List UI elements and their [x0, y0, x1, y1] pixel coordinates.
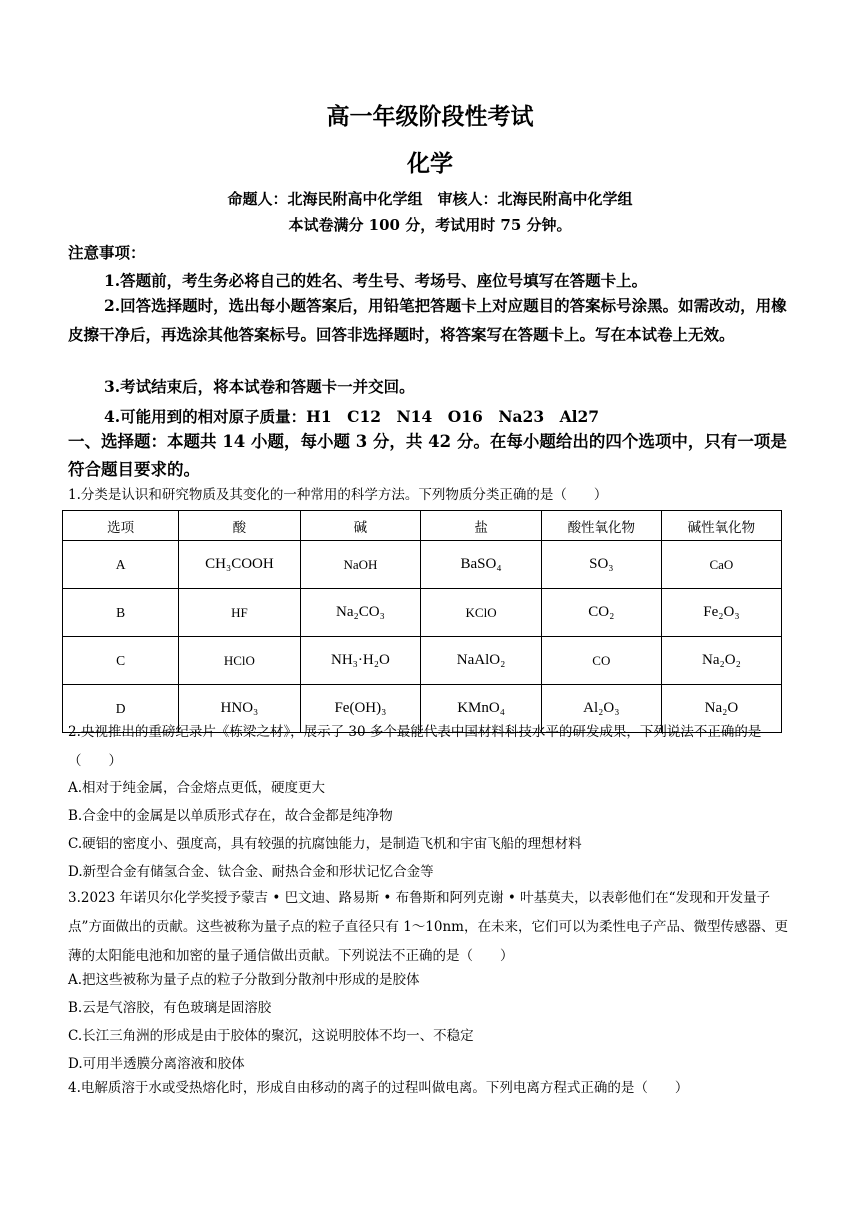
exam-title: 高一年级阶段性考试	[326, 103, 534, 130]
table-cell: D	[63, 685, 179, 733]
question-3-option: B.云是气溶胶，有色玻璃是固溶胶	[68, 1000, 272, 1016]
question-3-option: C.长江三角洲的形成是由于胶体的聚沉，这说明胶体不均一、不稳定	[68, 1028, 474, 1044]
table-cell: BaSO₄	[421, 541, 541, 589]
table-cell: Na₂CO₃	[300, 589, 421, 637]
note-item: 2.回答选择题时，选出每小题答案后，用铅笔把答题卡上对应题目的答案标号涂黑。如需改动，用橡皮擦干净后，再选涂其他答案标号。回答非选择题时，将答案写在答题卡上。写在本试卷上无效。	[68, 296, 787, 344]
question-2-stem: 2.央视推出的重磅纪录片《栋梁之材》，展示了 30 多个最能代表中国材料科技水平的研发成果，下列说法不正确的是（ ）	[68, 724, 762, 769]
question-2-option: B.合金中的金属是以单质形式存在，故合金都是纯净物	[68, 808, 393, 824]
question-3-stem: 3.2023 年诺贝尔化学奖授予蒙吉 • 巴文迪、路易斯 • 布鲁斯和阿列克谢 • 叶基莫夫，以表彰他们在“发现和开发量子点”方面做出的贡献。这些被称为量子点的粒子直径只有 1～10nm，在未来，它们可以为柔性电子产品、微型传感器、更薄的太阳能电池和加密的量子通信做出贡献。下列说法不正确的是（ ）	[68, 890, 788, 964]
table-cell: SO₃	[541, 541, 661, 589]
table-cell: KClO	[421, 589, 541, 637]
question-1-stem: 1.分类是认识和研究物质及其变化的一种常用的科学方法。下列物质分类正确的是（ ）	[68, 487, 608, 503]
table-header-cell: 选项	[63, 511, 179, 541]
table-cell: HF	[179, 589, 300, 637]
table-row	[63, 637, 782, 685]
table-cell: Na₂O	[661, 685, 781, 733]
question-2-option: D.新型合金有储氢合金、钛合金、耐热合金和形状记忆合金等	[68, 864, 434, 880]
table-cell: Fe₂O₃	[661, 589, 781, 637]
table-cell: B	[63, 589, 179, 637]
classification-table	[62, 510, 782, 733]
table-cell: Al₂O₃	[541, 685, 661, 733]
table-cell: Na₂O₂	[661, 637, 781, 685]
table-header-cell: 酸	[179, 511, 300, 541]
subject-title: 化学	[407, 150, 453, 177]
table-cell: HClO	[179, 637, 300, 685]
note-item: 3.考试结束后，将本试卷和答题卡一并交回。	[104, 377, 415, 396]
table-cell: CH₃COOH	[179, 541, 300, 589]
table-cell: CaO	[661, 541, 781, 589]
table-header-cell: 盐	[421, 511, 541, 541]
table-cell: NH₃·H₂O	[300, 637, 421, 685]
table-cell: KMnO₄	[421, 685, 541, 733]
full-score-line: 本试卷满分 100 分，考试用时 75 分钟。	[288, 216, 572, 234]
section-heading: 一、选择题：本题共 14 小题，每小题 3 分，共 42 分。在每小题给出的四个选项中，只有一项是符合题目要求的。	[68, 432, 787, 479]
question-4-stem: 4.电解质溶于水或受热熔化时，形成自由移动的离子的过程叫做电离。下列电离方程式正确的是（ ）	[68, 1080, 689, 1096]
table-cell: CO	[541, 637, 661, 685]
table-cell: A	[63, 541, 179, 589]
table-row	[63, 541, 782, 589]
note-item: 1.答题前，考生务必将自己的姓名、考生号、考场号、座位号填写在答题卡上。	[104, 271, 648, 290]
table-cell: HNO₃	[179, 685, 300, 733]
table-cell: NaAlO₂	[421, 637, 541, 685]
table-cell: C	[63, 637, 179, 685]
question-3-option: D.可用半透膜分离溶液和胶体	[68, 1056, 245, 1072]
table-header-cell: 碱性氧化物	[661, 511, 781, 541]
note-item: 4.可能用到的相对原子质量：H1 C12 N14 O16 Na23 Al27	[104, 407, 600, 426]
table-header-row	[63, 511, 782, 541]
table-cell: NaOH	[300, 541, 421, 589]
question-3-option: A.把这些被称为量子点的粒子分散到分散剂中形成的是胶体	[68, 972, 420, 988]
table-cell: CO₂	[541, 589, 661, 637]
notes-title: 注意事项：	[68, 243, 146, 262]
authors-line: 命题人：北海民附高中化学组 审核人：北海民附高中化学组	[227, 190, 633, 208]
question-2-option: C.硬铝的密度小、强度高，具有较强的抗腐蚀能力，是制造飞机和宇宙飞船的理想材料	[68, 836, 582, 852]
table-header-cell: 碱	[300, 511, 421, 541]
table-row	[63, 589, 782, 637]
table-header-cell: 酸性氧化物	[541, 511, 661, 541]
question-2-option: A.相对于纯金属，合金熔点更低，硬度更大	[68, 780, 326, 796]
table-cell: Fe(OH)₃	[300, 685, 421, 733]
